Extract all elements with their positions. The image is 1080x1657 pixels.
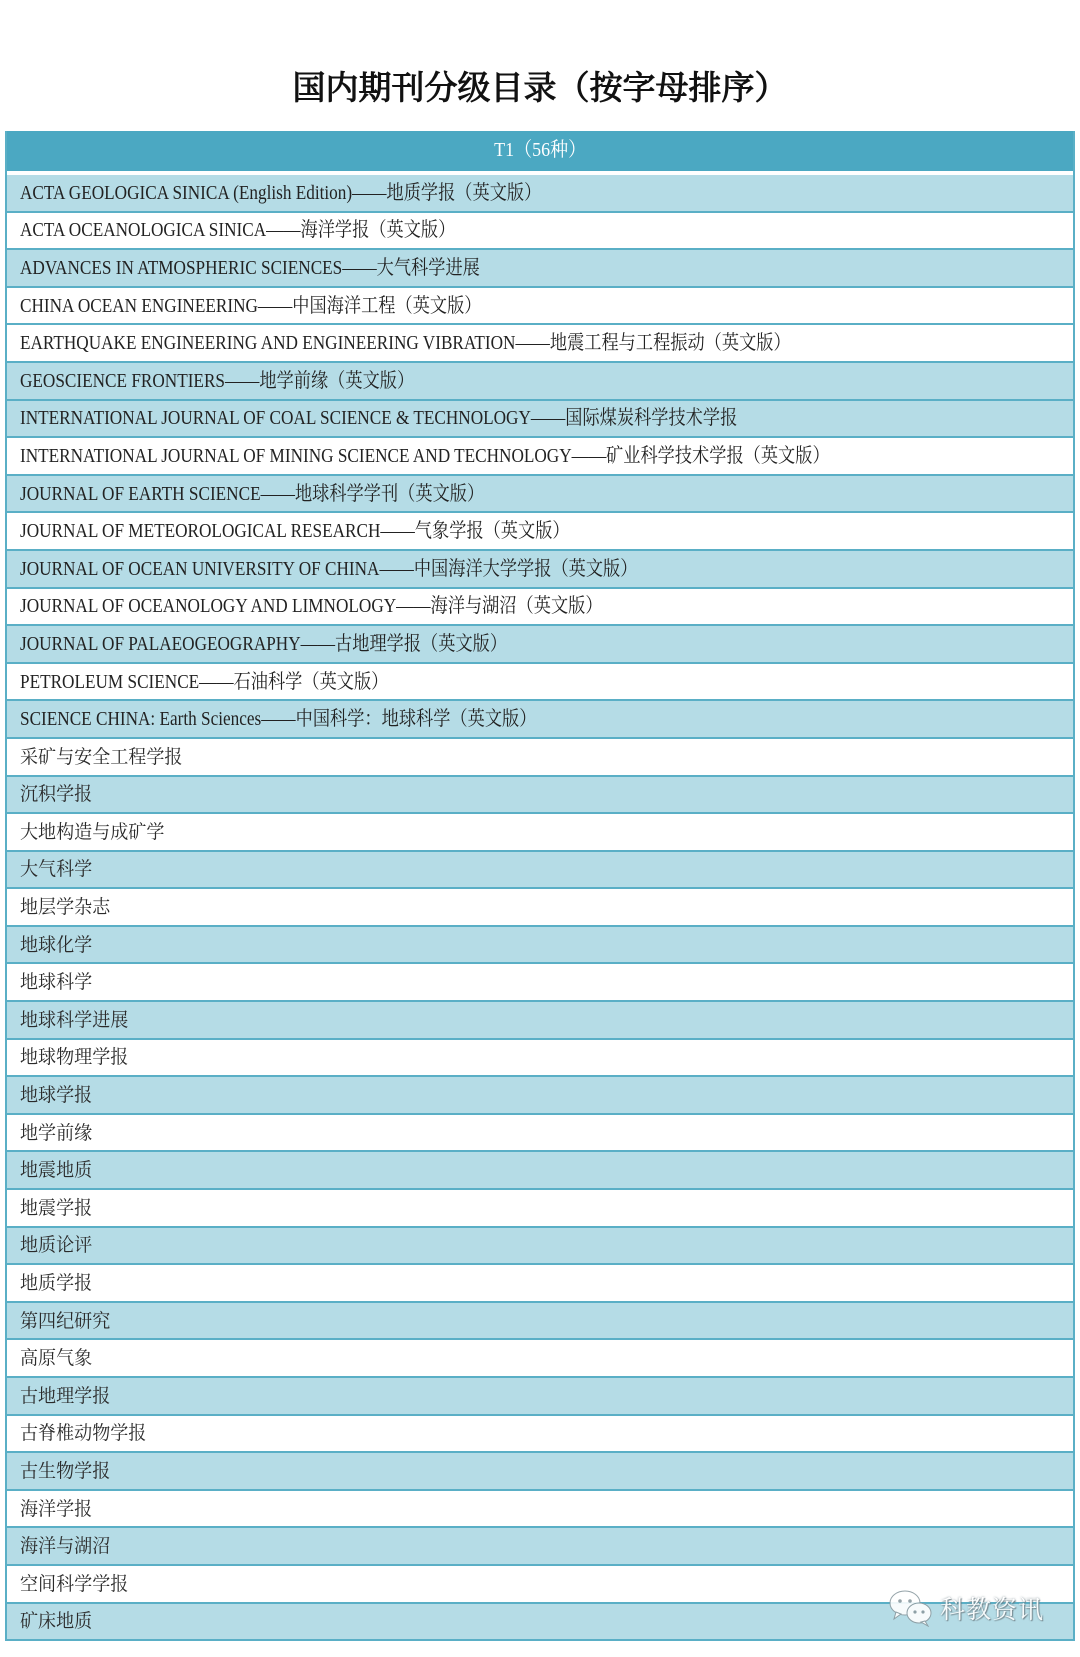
table-row: [7, 438, 1073, 476]
journal-table: [5, 131, 1075, 1641]
journal-name: 采矿与安全工程学报: [20, 745, 183, 768]
table-row: [7, 1115, 1073, 1153]
table-row: [7, 1077, 1073, 1115]
table-row: [7, 1416, 1073, 1454]
journal-name: ACTA OCEANOLOGICA SINICA——海洋学报（英文版）: [20, 219, 456, 242]
page-title: 国内期刊分级目录（按字母排序）: [292, 68, 788, 107]
journal-name: 地球科学: [20, 971, 93, 994]
table-body: [7, 175, 1073, 1641]
journal-name: JOURNAL OF OCEAN UNIVERSITY OF CHINA——中国海洋大学学报（英文版）: [20, 557, 638, 580]
table-row: [7, 1190, 1073, 1228]
journal-name: 沉积学报: [20, 783, 93, 806]
table-row: [7, 325, 1073, 363]
journal-name: EARTHQUAKE ENGINEERING AND ENGINEERING VIBRATION——地震工程与工程振动（英文版）: [20, 332, 791, 355]
table-row: [7, 889, 1073, 927]
table-row: [7, 814, 1073, 852]
table-row: [7, 1228, 1073, 1266]
journal-name: JOURNAL OF PALAEOGEOGRAPHY——古地理学报（英文版）: [20, 632, 508, 655]
journal-name: INTERNATIONAL JOURNAL OF COAL SCIENCE & TECHNOLOGY——国际煤炭科学技术学报: [20, 407, 738, 430]
table-row: [7, 701, 1073, 739]
journal-name: 古地理学报: [20, 1384, 111, 1407]
table-row: [7, 213, 1073, 251]
journal-name: 地球学报: [20, 1084, 93, 1107]
journal-name: INTERNATIONAL JOURNAL OF MINING SCIENCE AND TECHNOLOGY——矿业科学技术学报（英文版）: [20, 444, 830, 467]
table-row: [7, 1303, 1073, 1341]
table-row: [7, 777, 1073, 815]
table-header: [7, 131, 1073, 175]
journal-name: PETROLEUM SCIENCE——石油科学（英文版）: [20, 670, 389, 693]
journal-name: ACTA GEOLOGICA SINICA (English Edition)——地质学报（英文版）: [20, 181, 542, 204]
table-row: [7, 664, 1073, 702]
table-row: [7, 964, 1073, 1002]
table-row: [7, 852, 1073, 890]
table-row: [7, 288, 1073, 326]
table-row: [7, 1378, 1073, 1416]
table-row: [7, 1040, 1073, 1078]
wechat-icon: [888, 1589, 934, 1627]
watermark: [888, 1588, 1044, 1628]
table-row: [7, 1340, 1073, 1378]
table-header-label: T1（56种）: [494, 139, 586, 161]
watermark-text: 科教资讯: [940, 1595, 1045, 1624]
table-row: [7, 927, 1073, 965]
journal-name: 海洋与湖沼: [20, 1535, 111, 1558]
table-row: [7, 513, 1073, 551]
table-row: [7, 589, 1073, 627]
journal-name: 地质论评: [20, 1234, 93, 1257]
journal-name: 第四纪研究: [20, 1309, 111, 1332]
journal-name: SCIENCE CHINA: Earth Sciences——中国科学：地球科学（英文版）: [20, 708, 537, 731]
journal-name: 古生物学报: [20, 1459, 111, 1482]
journal-name: 空间科学学报: [20, 1572, 129, 1595]
journal-name: JOURNAL OF METEOROLOGICAL RESEARCH——气象学报（英文版）: [20, 520, 570, 543]
journal-name: 高原气象: [20, 1347, 93, 1370]
table-row: [7, 551, 1073, 589]
journal-name: 地震地质: [20, 1159, 93, 1182]
journal-name: JOURNAL OF OCEANOLOGY AND LIMNOLOGY——海洋与湖沼（英文版）: [20, 595, 603, 618]
table-row: [7, 1528, 1073, 1566]
table-row: [7, 175, 1073, 213]
table-row: [7, 1002, 1073, 1040]
journal-name: 矿床地质: [20, 1610, 93, 1633]
journal-name: 大地构造与成矿学: [20, 820, 165, 843]
journal-name: JOURNAL OF EARTH SCIENCE——地球科学学刊（英文版）: [20, 482, 485, 505]
journal-name: ADVANCES IN ATMOSPHERIC SCIENCES——大气科学进展: [20, 256, 480, 279]
journal-name: 地球物理学报: [20, 1046, 129, 1069]
journal-name: GEOSCIENCE FRONTIERS——地学前缘（英文版）: [20, 369, 415, 392]
journal-name: 地质学报: [20, 1272, 93, 1295]
table-row: [7, 739, 1073, 777]
journal-name: CHINA OCEAN ENGINEERING——中国海洋工程（英文版）: [20, 294, 482, 317]
table-row: [7, 626, 1073, 664]
table-row: [7, 401, 1073, 439]
table-row: [7, 1491, 1073, 1529]
table-row: [7, 363, 1073, 401]
table-row: [7, 1265, 1073, 1303]
table-row: [7, 250, 1073, 288]
journal-name: 地球科学进展: [20, 1008, 129, 1031]
journal-name: 海洋学报: [20, 1497, 93, 1520]
journal-name: 地学前缘: [20, 1121, 93, 1144]
table-row: [7, 1152, 1073, 1190]
journal-name: 大气科学: [20, 858, 93, 881]
journal-name: 地震学报: [20, 1196, 93, 1219]
table-row: [7, 1453, 1073, 1491]
table-row: [7, 476, 1073, 514]
journal-name: 地层学杂志: [20, 896, 111, 919]
journal-name: 古脊椎动物学报: [20, 1422, 147, 1445]
journal-name: 地球化学: [20, 933, 93, 956]
